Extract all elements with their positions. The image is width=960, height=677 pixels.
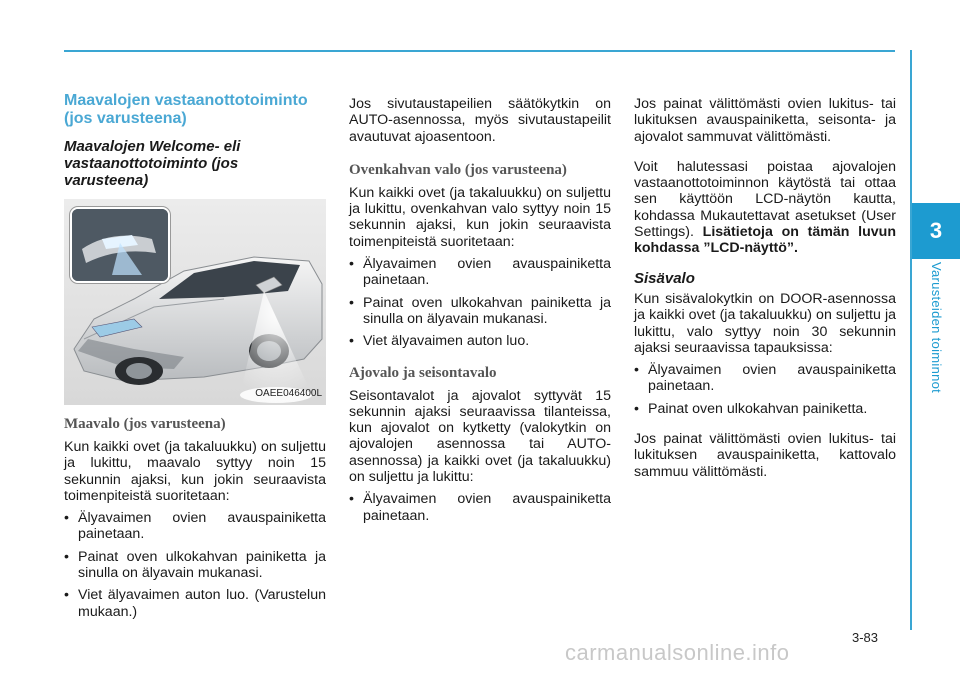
figure-caption: OAEE046400L — [255, 387, 322, 399]
page-number: 3-83 — [852, 630, 879, 645]
section-heading-headlight: Ajovalo ja seisontavalo — [349, 364, 497, 381]
list-item: • Älyavaimen ovien avauspainiketta painetaan. — [349, 491, 611, 524]
list-item: • Painat oven ulkokahvan painiketta. — [634, 401, 896, 417]
bullet-list — [349, 256, 611, 349]
mirror-detail-inset — [70, 207, 170, 283]
section-heading-interior-light: Sisävalo — [634, 269, 695, 287]
bullet-list — [634, 362, 896, 417]
paragraph: Jos sivutaustapeilien säätökytkin on AUTO-asennossa, myös sivutaustapeilit avautuvat ajoasentoon. — [349, 96, 611, 145]
list-item: • Painat oven ulkokahvan painiketta ja sinulla on älyavain mukanasi. — [349, 295, 611, 328]
top-rule — [64, 50, 895, 52]
section-heading-ground-light: Maavalo (jos varusteena) — [64, 416, 226, 432]
side-rule — [910, 50, 912, 630]
section-heading-door-handle-light: Ovenkahvan valo (jos varusteena) — [349, 161, 567, 178]
bullet-list — [64, 510, 326, 620]
mirror-detail-drawing — [72, 209, 168, 281]
paragraph — [634, 159, 896, 257]
chapter-tab: 3 — [912, 203, 960, 259]
list-item: • Älyavaimen ovien avauspainiketta painetaan. — [634, 362, 896, 395]
chapter-title: Varusteiden toiminnot — [929, 262, 944, 394]
list-item: • Älyavaimen ovien avauspainiketta painetaan. — [349, 256, 611, 289]
list-item: • Älyavaimen ovien avauspainiketta painetaan. — [64, 510, 326, 543]
list-item: • Viet älyavaimen auton luo. — [349, 333, 611, 349]
paragraph: Jos painat välittömästi ovien lukitus- tai lukituksen avauspainiketta, seisonta- ja ajovalot sammuvat välittömästi. — [634, 96, 896, 145]
paragraph-emphasis: Lisätietoja on tämän luvun kohdassa ”LCD-näyttö”. — [634, 224, 896, 257]
bullet-list — [349, 491, 611, 524]
paragraph-text: Voit halutessasi poistaa ajovalojen vastaanottotoiminnon käytöstä tai ottaa sen käyttöön LCD-näytön kautta, kohdassa Mukautettavat asetukset (User Settings). — [634, 158, 896, 241]
column-2 — [349, 96, 611, 530]
section-heading-welcome: Maavalojen vastaanottotoiminto (jos varusteena) — [64, 92, 308, 127]
paragraph: Kun kaikki ovet (ja takaluukku) on suljettu ja lukittu, ovenkahvan valo syttyy noin 15 sekunnin ajaksi, kun jokin seuraavista toimenpiteistä suoritetaan: — [349, 184, 611, 250]
car-illustration — [64, 199, 326, 405]
list-item: • Painat oven ulkokahvan painiketta ja sinulla on älyavain mukanasi. — [64, 549, 326, 582]
paragraph: Jos painat välittömästi ovien lukitus- tai lukituksen avauspainiketta, kattovalo sammuu välittömästi. — [634, 431, 896, 480]
column-3 — [634, 96, 896, 486]
paragraph: Kun kaikki ovet (ja takaluukku) on suljettu ja lukittu, maavalo syttyy noin 15 sekunnin ajaksi, kun jokin seuraavista toimenpiteistä suoritetaan: — [64, 439, 326, 504]
subheading-welcome: Maavalojen Welcome- eli vastaanottotoiminto (jos varusteena) — [64, 138, 241, 189]
column-1 — [64, 92, 326, 626]
watermark: carmanualsonline.info — [565, 640, 790, 665]
paragraph: Kun sisävalokytkin on DOOR-asennossa ja kaikki ovet (ja takaluukku) on suljettu ja lukittu, valo syttyy noin 30 sekunnin ajaksi seuraavissa tapauksissa: — [634, 290, 896, 356]
list-item: • Viet älyavaimen auton luo. (Varustelun mukaan.) — [64, 587, 326, 620]
paragraph: Seisontavalot ja ajovalot syttyvät 15 sekunnin ajaksi seuraavissa tilanteissa, kun ajovalot on kytketty (valokytkin on ajovalojen asennossa tai AUTO-asennossa) ja kaikki ovet (ja takaluukku) on suljettu ja lukittu: — [349, 387, 611, 486]
